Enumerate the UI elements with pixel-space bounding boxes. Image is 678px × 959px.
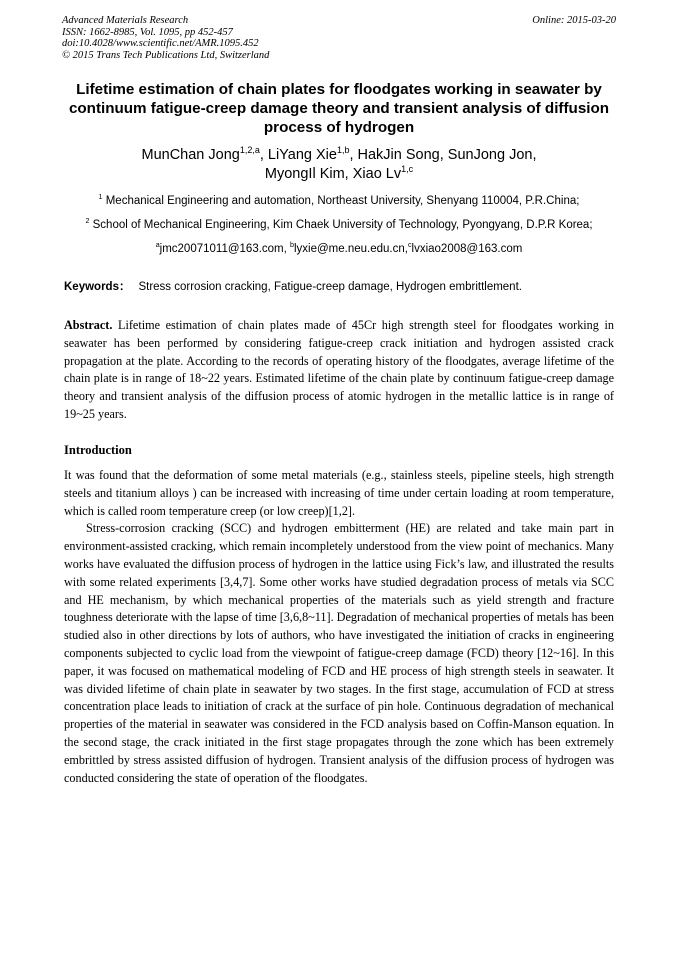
email-link[interactable]: jmc20071011@163.com xyxy=(159,243,284,255)
email-list xyxy=(40,242,638,256)
email-mark: a xyxy=(155,241,160,250)
copyright-line: © 2015 Trans Tech Publications Ltd, Switzerland xyxy=(62,49,270,61)
author-name: SunJong Jon xyxy=(447,147,533,163)
abstract-label: Abstract. xyxy=(64,318,113,332)
email-separator: , xyxy=(404,243,408,255)
keywords-label: Keywords： xyxy=(64,281,131,293)
email-link[interactable]: lyxie@me.neu.edu.cn xyxy=(294,243,405,255)
author-name: Xiao Lv xyxy=(352,166,402,182)
author-name: LiYang Xie xyxy=(267,147,337,163)
author-name: MyongIl Kim xyxy=(264,166,345,182)
affiliation-mark: 2 xyxy=(85,217,90,226)
journal-name: Advanced Materials Research xyxy=(62,15,189,26)
paragraph: Stress-corrosion cracking (SCC) and hydrogen embitterment (HE) are related and take main part in environment-assisted cracking, which remain incompletely understood from the view point of mechanics. Many works have evaluated the diffusion process of hydrogen in the lattice using Fick’s law, and illustrated the results with some related experiments [3,4,7]. Some other works have studied degradation process of metals via SCC and HE mechanism, by which mechanical properties of the materials such as yield strength and fracture toughness deteriorate with the lapse of time [3,6,8~11]. Degradation of mechanical properties of metals has been studied also in other directions by lots of authors, who have investigated the initiation of cracks in engineering components subjected to cyclic load from the viewpoint of fatigue-creep damage (FCD) theory [12~16]. In this paper, it was focused on mathematical modeling of FCD and HE process of high strength steels in seawater. It was divided lifetime of chain plate in seawater by two stages. In the first stage, accumulation of FCD at stress concentration place leads to initiation of crack at the surface of pin hole. Continuous degradation of mechanical properties of the material in seawater was considered in the FCD analysis based on Coffin-Manson equation. In the second stage, the crack initiated in the first stage propagates through the zone which has been extremely embrittled by stress assisted diffusion of hydrogen. Transient analysis of the diffusion process of hydrogen was conducted considering the state of operation of the floodgates. xyxy=(64,521,614,785)
author-separator: , xyxy=(439,147,448,163)
author-separator: , xyxy=(349,147,358,163)
section-heading-introduction: Introduction xyxy=(64,443,132,457)
author-separator: , xyxy=(344,166,353,182)
running-header xyxy=(62,15,616,61)
email-mark: b xyxy=(290,241,294,250)
affiliation-text: School of Mechanical Engineering, Kim Chaek University of Technology, Pyongyang, D.P.R Korea; xyxy=(92,219,593,231)
issn-line: ISSN: 1662-8985, Vol. 1095, pp 452-457 xyxy=(62,26,233,38)
email-link[interactable]: lvxiao2008@163.com xyxy=(411,243,523,255)
author-separator: , xyxy=(259,147,268,163)
email-separator: , xyxy=(283,243,291,255)
keywords-text: Stress corrosion cracking, Fatigue-creep damage, Hydrogen embrittlement. xyxy=(138,281,522,293)
author-name: MunChan Jong xyxy=(141,147,240,163)
abstract-text: Lifetime estimation of chain plates made of 45Cr high strength steel for floodgates working in seawater has been performed by considering fatigue-creep crack initiation and hydrogen assisted crack propagation at the plate. According to the records of operating history of the floodgates, average lifetime of the chain plate is in range of 18~22 years. Estimated lifetime of the chain plate by continuum fatigue-creep damage theory and transient analysis of the diffusion process of atomic hydrogen in the metallic lattice is in range of 19~25 years. xyxy=(64,318,614,421)
keywords xyxy=(64,280,624,294)
abstract xyxy=(64,317,614,424)
affiliation-text: Mechanical Engineering and automation, Northeast University, Shenyang 110004, P.R.China; xyxy=(105,195,580,207)
introduction-body xyxy=(64,467,614,787)
email-mark: c xyxy=(407,241,412,250)
doi-line: doi:10.4028/www.scientific.net/AMR.1095.452 xyxy=(62,38,259,50)
author-name: HakJin Song xyxy=(357,147,440,163)
affiliation-1 xyxy=(40,194,638,208)
author-mark: 1,b xyxy=(336,145,350,156)
affiliation-2 xyxy=(40,218,638,232)
author-mark: 1,2,a xyxy=(239,145,260,156)
author-mark: 1,c xyxy=(401,164,414,175)
affiliation-mark: 1 xyxy=(98,193,103,202)
author-separator: , xyxy=(532,147,537,163)
paper-title: Lifetime estimation of chain plates for floodgates working in seawater by continuum fatigue-creep damage theory and transient analysis of diffusion process of hydrogen xyxy=(68,81,610,136)
online-date: Online: 2015-03-20 xyxy=(532,15,616,26)
author-list xyxy=(50,146,628,184)
paragraph: It was found that the deformation of some metal materials (e.g., stainless steels, pipeline steels, high strength steels and titanium alloys ) can be increased with increasing of time under certain loading at room temperature, which is called room temperature creep (or low creep)[1,2]. xyxy=(64,468,614,518)
